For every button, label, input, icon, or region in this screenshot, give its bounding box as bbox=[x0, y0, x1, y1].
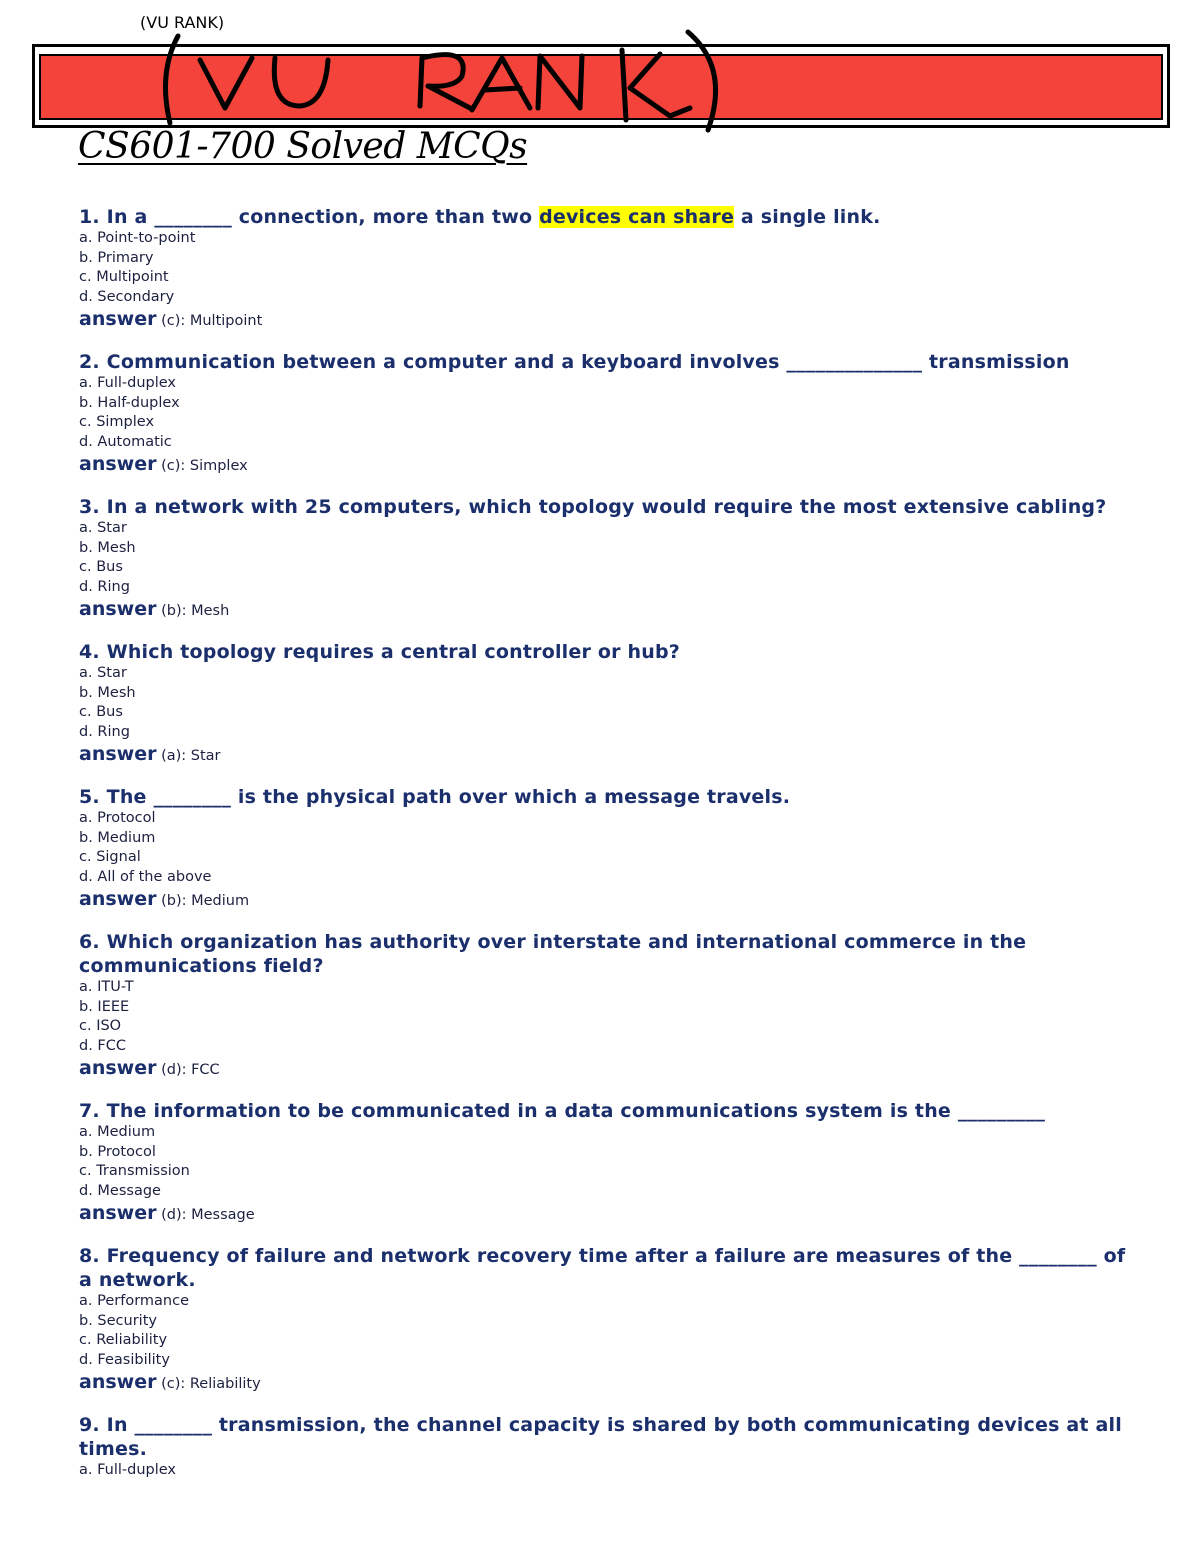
question-number: 6. bbox=[79, 931, 100, 953]
question-stem: Which topology requires a central controller or hub? bbox=[106, 641, 680, 663]
answer-line bbox=[79, 887, 1139, 913]
question-text bbox=[79, 1099, 1139, 1123]
answer-label: answer bbox=[79, 598, 157, 620]
answer-option: b. Medium bbox=[79, 829, 156, 846]
answer-value: (d): Message bbox=[161, 1207, 255, 1223]
question-number: 1. bbox=[79, 206, 100, 228]
question-number: 8. bbox=[79, 1245, 100, 1267]
answer-option: c. Transmission bbox=[79, 1163, 190, 1179]
highlighted-text: devices can share bbox=[539, 206, 735, 228]
question-stem: The ________ is the physical path over which a message travels. bbox=[106, 786, 791, 808]
answer-label: answer bbox=[79, 888, 157, 910]
handwritten-vu-rank bbox=[140, 13, 740, 138]
answer-option: b. Primary bbox=[79, 249, 154, 266]
answer-option: c. Reliability bbox=[79, 1332, 168, 1348]
answer-option: d. Secondary bbox=[79, 288, 175, 305]
question-text bbox=[79, 1244, 1139, 1292]
question-text bbox=[79, 205, 1139, 229]
answer-option: d. FCC bbox=[79, 1037, 127, 1054]
svg-text:(VU RANK): (VU RANK) bbox=[140, 13, 225, 32]
answer-option: b. Protocol bbox=[79, 1143, 156, 1160]
answer-value: (b): Medium bbox=[161, 893, 250, 909]
question-5 bbox=[79, 785, 1139, 913]
answer-option: a. Point-to-point bbox=[79, 230, 196, 246]
answer-value: (c): Simplex bbox=[161, 458, 248, 474]
question-text bbox=[79, 640, 1139, 664]
question-number: 7. bbox=[79, 1100, 100, 1122]
answer-option: d. Feasibility bbox=[79, 1351, 170, 1368]
question-number: 9. bbox=[79, 1414, 100, 1436]
question-3 bbox=[79, 495, 1139, 623]
question-text bbox=[79, 1413, 1139, 1461]
answer-option: d. All of the above bbox=[79, 868, 212, 885]
answer-option: b. Mesh bbox=[79, 539, 136, 556]
answer-line bbox=[79, 742, 1139, 768]
question-4 bbox=[79, 640, 1139, 768]
answer-option: b. IEEE bbox=[79, 998, 130, 1015]
question-stem-end: a single link. bbox=[734, 206, 881, 228]
answer-line bbox=[79, 1370, 1139, 1396]
answer-line bbox=[79, 1201, 1139, 1227]
answer-label: answer bbox=[79, 1202, 157, 1224]
question-stem: Frequency of failure and network recovery time after a failure are measures of the ________ of a network. bbox=[79, 1245, 1126, 1291]
answer-option: a. Protocol bbox=[79, 810, 156, 826]
answer-option: d. Message bbox=[79, 1182, 161, 1199]
document-title: CS601-700 Solved MCQs bbox=[78, 126, 528, 167]
question-text bbox=[79, 785, 1139, 809]
answer-option: c. ISO bbox=[79, 1018, 122, 1034]
question-stem: In a ________ connection, more than two bbox=[106, 206, 540, 228]
question-text bbox=[79, 350, 1139, 374]
question-stem: In ________ transmission, the channel capacity is shared by both communicating devices at all times. bbox=[79, 1414, 1122, 1460]
answer-option: a. Medium bbox=[79, 1124, 156, 1140]
answer-option: b. Security bbox=[79, 1312, 157, 1329]
answer-label: answer bbox=[79, 1371, 157, 1393]
question-text bbox=[79, 930, 1139, 978]
answer-option: c. Signal bbox=[79, 849, 141, 865]
answer-value: (b): Mesh bbox=[161, 603, 230, 619]
question-number: 2. bbox=[79, 351, 100, 373]
question-stem: The information to be communicated in a data communications system is the _________ bbox=[106, 1100, 1046, 1122]
answer-option: c. Bus bbox=[79, 704, 123, 720]
answer-option: a. Full-duplex bbox=[79, 1462, 177, 1478]
answer-option: c. Simplex bbox=[79, 414, 155, 430]
question-number: 3. bbox=[79, 496, 100, 518]
answer-value: (c): Reliability bbox=[161, 1376, 261, 1392]
question-6 bbox=[79, 930, 1139, 1082]
answer-label: answer bbox=[79, 743, 157, 765]
answer-label: answer bbox=[79, 453, 157, 475]
question-stem: Communication between a computer and a keyboard involves ______________ transmission bbox=[106, 351, 1070, 373]
answer-option: d. Ring bbox=[79, 723, 130, 740]
answer-option: d. Ring bbox=[79, 578, 130, 595]
question-number: 4. bbox=[79, 641, 100, 663]
answer-option: b. Mesh bbox=[79, 684, 136, 701]
answer-line bbox=[79, 307, 1139, 333]
question-8 bbox=[79, 1244, 1139, 1396]
question-list bbox=[79, 205, 1139, 1498]
question-stem: In a network with 25 computers, which topology would require the most extensive cabling? bbox=[106, 496, 1107, 518]
question-stem: Which organization has authority over interstate and international commerce in the communications field? bbox=[79, 931, 1027, 977]
answer-option: d. Automatic bbox=[79, 433, 172, 450]
answer-option: a. Star bbox=[79, 665, 127, 681]
question-7 bbox=[79, 1099, 1139, 1227]
question-number: 5. bbox=[79, 786, 100, 808]
answer-option: b. Half-duplex bbox=[79, 394, 180, 411]
answer-line bbox=[79, 1056, 1139, 1082]
answer-option: a. Star bbox=[79, 520, 127, 536]
question-2 bbox=[79, 350, 1139, 478]
answer-value: (d): FCC bbox=[161, 1062, 220, 1078]
answer-value: (c): Multipoint bbox=[161, 313, 263, 329]
answer-line bbox=[79, 452, 1139, 478]
answer-label: answer bbox=[79, 308, 157, 330]
question-text bbox=[79, 495, 1139, 519]
answer-label: answer bbox=[79, 1057, 157, 1079]
answer-option: a. Full-duplex bbox=[79, 375, 177, 391]
answer-option: c. Bus bbox=[79, 559, 123, 575]
answer-option: c. Multipoint bbox=[79, 269, 169, 285]
answer-value: (a): Star bbox=[161, 748, 221, 764]
question-1 bbox=[79, 205, 1139, 333]
question-9 bbox=[79, 1413, 1139, 1481]
answer-option: a. Performance bbox=[79, 1293, 189, 1309]
answer-line bbox=[79, 597, 1139, 623]
answer-option: a. ITU-T bbox=[79, 979, 134, 995]
